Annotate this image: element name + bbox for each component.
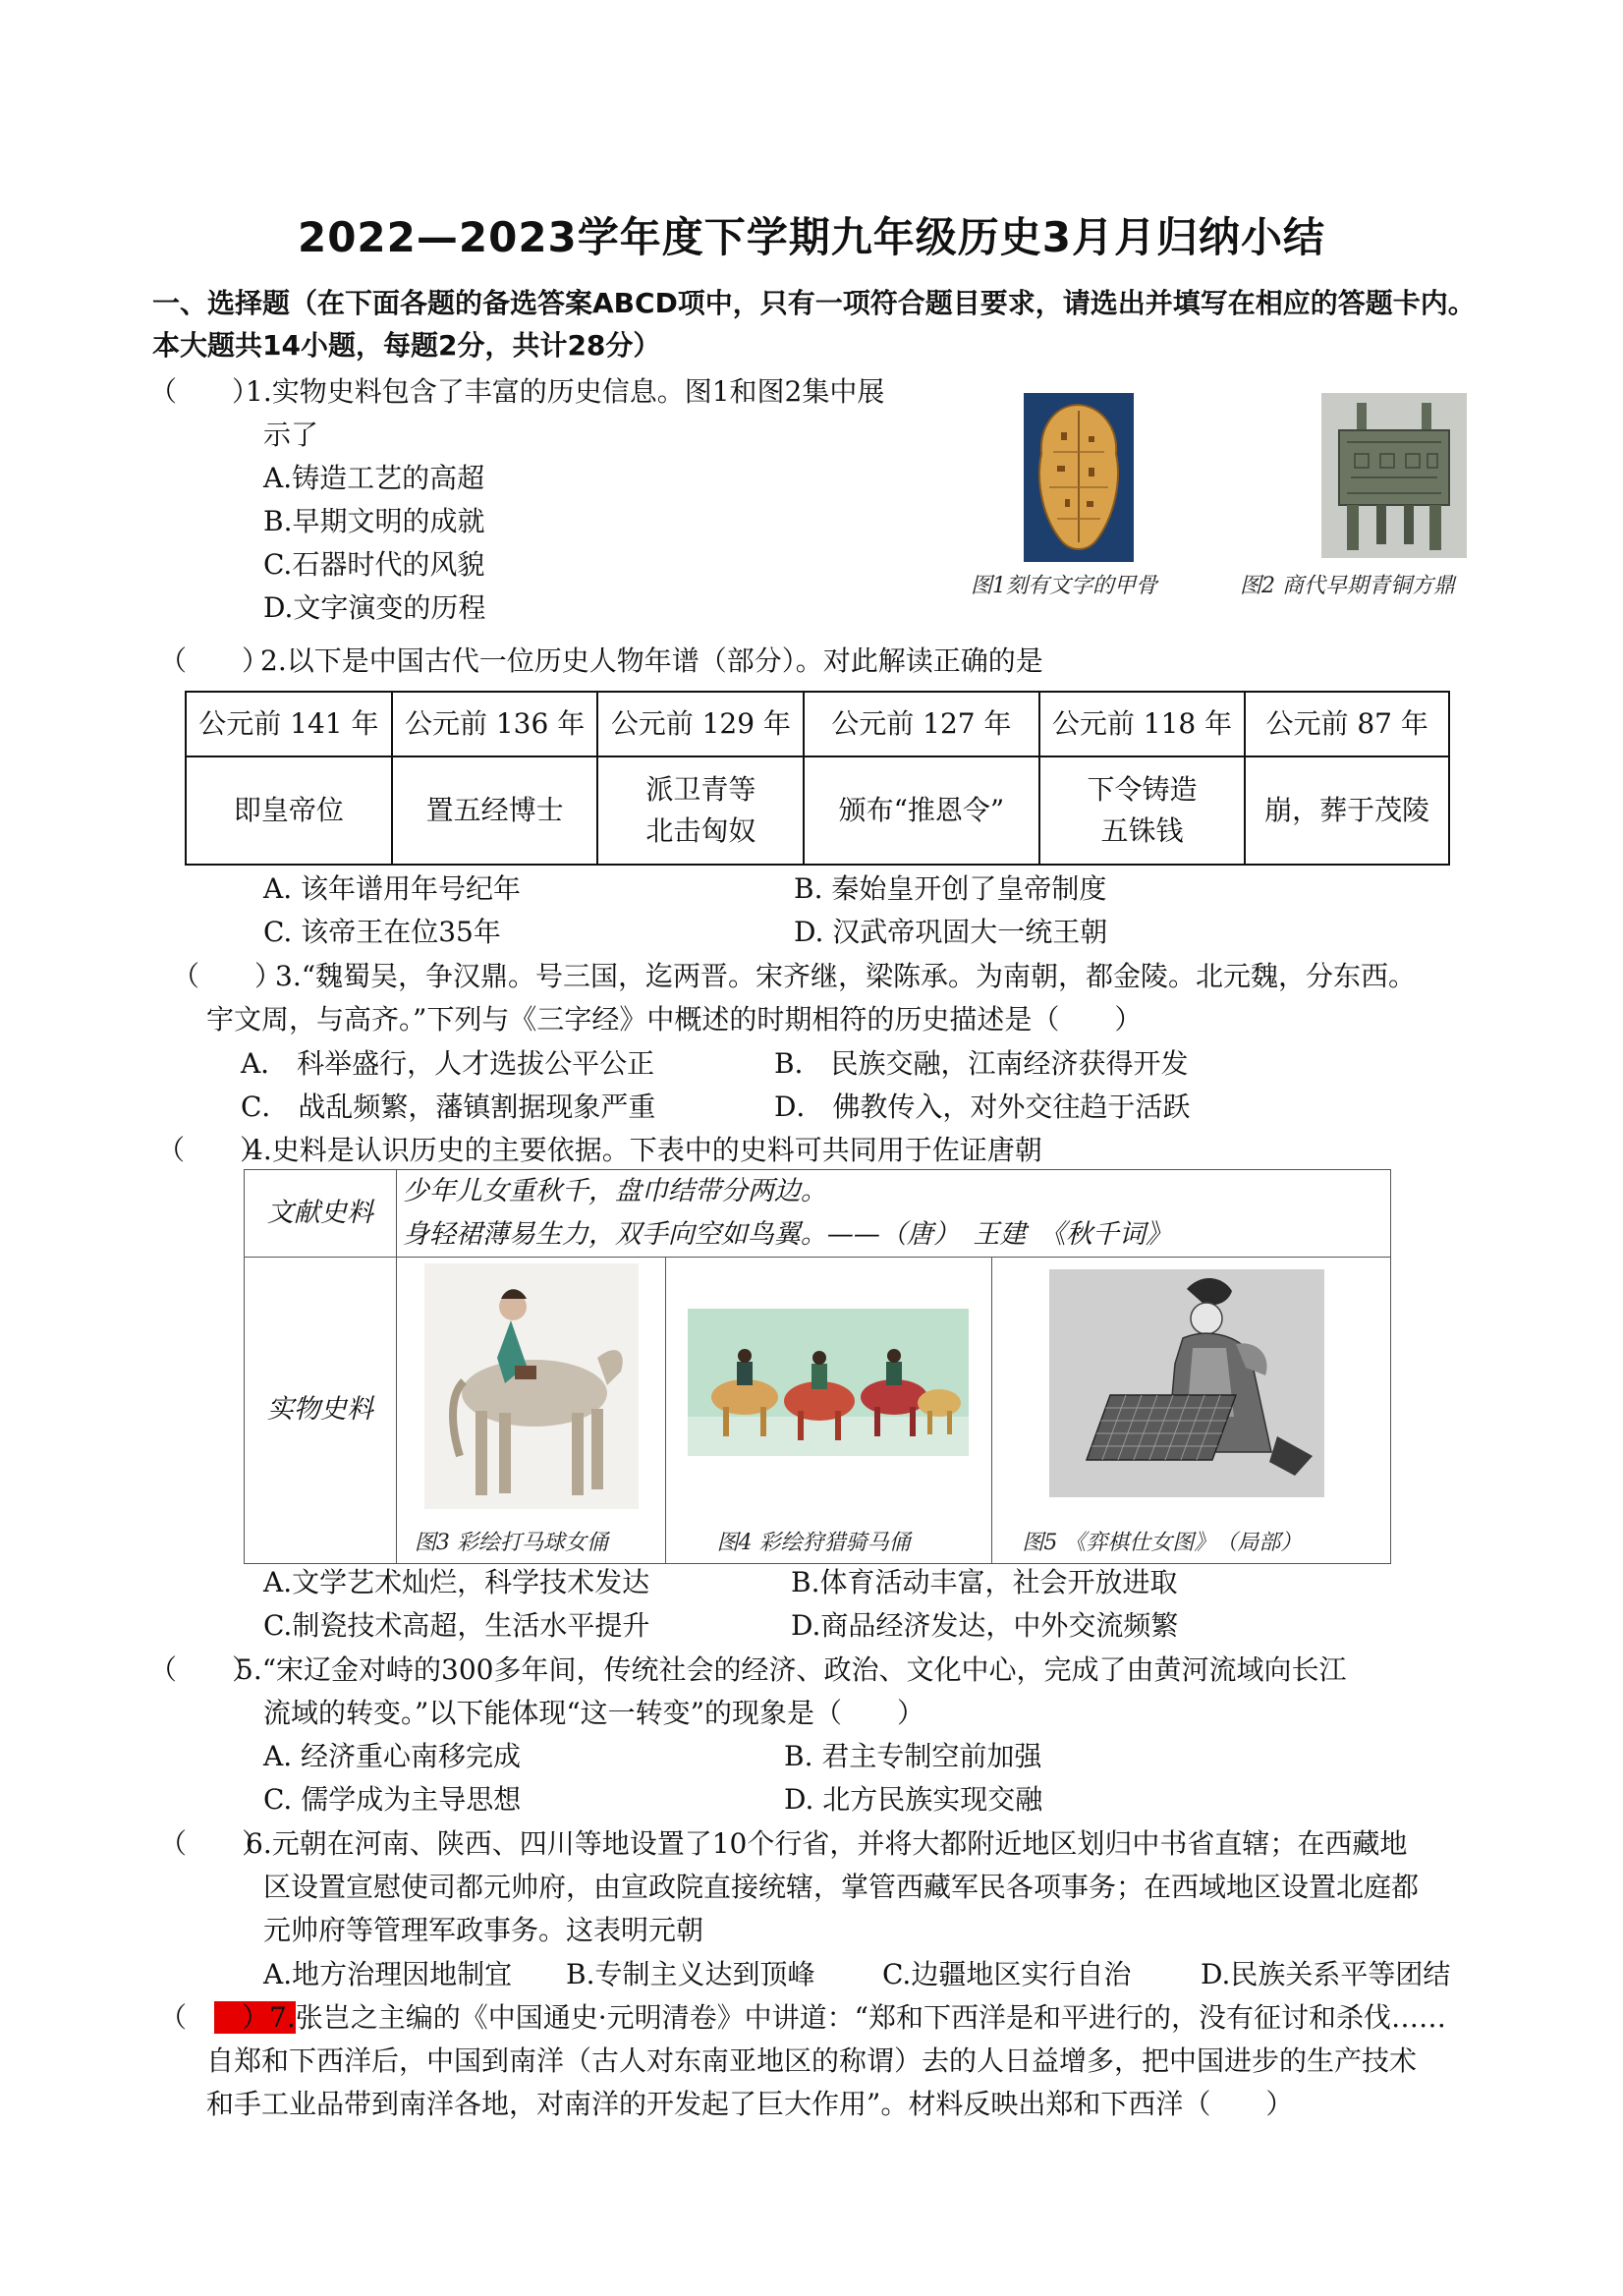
question-stem: 4.史料是认识历史的主要依据。下表中的史料可共同用于佐证唐朝 [246, 1134, 1042, 1166]
option-b: B.体育活动丰富，社会开放进取 [791, 1566, 1178, 1598]
doc-source-text [396, 1170, 1390, 1258]
source-table [244, 1169, 1391, 1564]
option-a: A.文学艺术灿烂，科学技术发达 [263, 1566, 650, 1598]
table-cell [804, 756, 1038, 865]
cell-text: 颁布“推恩令” [838, 794, 1005, 826]
option-c: C. 儒学成为主导思想 [263, 1783, 522, 1816]
option-a: A． 科举盛行，人才选拔公平公正 [241, 1047, 655, 1080]
option-b: B． 民族交融，江南经济获得开发 [774, 1047, 1189, 1080]
table-cell [597, 756, 804, 865]
figure-1-caption: 图1刻有文字的甲骨 [971, 574, 1157, 598]
question-stem: 张岂之主编的《中国通史·元明清卷》中讲道：“郑和下西洋是和平进行的，没有征讨和杀伐…… [295, 2001, 1446, 2034]
cell-text: 崩，葬于茂陵 [1264, 794, 1430, 826]
question-stem: 宇文周，与高齐。”下列与《三字经》中概述的时期相符的历史描述是（ ） [206, 1003, 1143, 1036]
table-cell [186, 756, 392, 865]
table-cell [1039, 756, 1246, 865]
option-d: D.商品经济发达，中外交流频繁 [791, 1609, 1179, 1642]
option-b: B.早期文明的成就 [263, 505, 485, 537]
answer-paren-open[interactable]: （ [159, 2001, 215, 2034]
answer-paren[interactable]: （ ） [172, 960, 283, 992]
poem-line: 少年儿女重秋千，盘巾结带分两边。 [402, 1176, 827, 1206]
question-stem: 流域的转变。”以下能体现“这一转变”的现象是（ ） [263, 1697, 924, 1729]
answer-paren[interactable]: （ ） [159, 1827, 270, 1860]
option-a: A. 该年谱用年号纪年 [263, 872, 522, 905]
table-row [245, 1170, 1391, 1258]
option-c: C． 战乱频繁，藩镇割据现象严重 [241, 1091, 656, 1123]
figure-4-caption: 图4 彩绘狩猎骑马俑 [716, 1531, 911, 1555]
figure-3-caption: 图3 彩绘打马球女俑 [414, 1531, 608, 1555]
question-stem: 6.元朝在河南、陕西、四川等地设置了10个行省，并将大都附近地区划归中书省直辖；在西藏地 [246, 1827, 1408, 1860]
option-d: D.民族关系平等团结 [1201, 1958, 1451, 1990]
cell-text: 置五经博士 [425, 794, 564, 826]
option-a: A.铸造工艺的高超 [263, 462, 485, 494]
oracle-bone-image [1024, 393, 1134, 562]
table-row [186, 756, 1449, 865]
hunting-figurines-image [688, 1309, 969, 1456]
option-b: B. 君主专制空前加强 [784, 1740, 1042, 1772]
table-header-cell: 公元前 118 年 [1039, 692, 1246, 756]
option-d: D.文字演变的历程 [263, 591, 486, 624]
question-stem: 5.“宋辽金对峙的300多年间，传统社会的经济、政治、文化中心，完成了由黄河流域向长江 [236, 1653, 1347, 1686]
page-title: 2022—2023学年度下学期九年级历史3月月归纳小结 [297, 213, 1325, 261]
option-b: B. 秦始皇开创了皇帝制度 [794, 872, 1107, 905]
answer-paren[interactable]: （ ） [149, 375, 260, 408]
answer-paren[interactable]: （ ） [157, 1134, 268, 1166]
question-stem: 自郑和下西洋后，中国到南洋（古人对东南亚地区的称谓）去的人日益增多，把中国进步的生产技术 [206, 2044, 1418, 2077]
option-c: C. 该帝王在位35年 [263, 916, 501, 948]
option-a: A.地方治理因地制宜 [263, 1958, 513, 1990]
cell-text: 下令铸造 [1087, 773, 1198, 806]
table-row [245, 1258, 1391, 1564]
section-heading-line1: 一、选择题（在下面各题的备选答案ABCD项中，只有一项符合题目要求，请选出并填写在相应的答题卡内。 [152, 287, 1476, 319]
table-header-cell: 公元前 141 年 [186, 692, 392, 756]
option-b: B.专制主义达到顶峰 [566, 1958, 815, 1990]
figure-3-cell [396, 1258, 665, 1564]
figure-2-caption: 图2 商代早期青铜方鼎 [1240, 574, 1455, 598]
cell-text: 派卫青等 [645, 773, 756, 806]
option-a: A. 经济重心南移完成 [263, 1740, 522, 1772]
answer-paren[interactable]: （ ） [159, 644, 270, 677]
option-d: D. 北方民族实现交融 [784, 1783, 1043, 1816]
question-stem: 1.实物史料包含了丰富的历史信息。图1和图2集中展 [246, 375, 885, 408]
answer-paren[interactable]: （ ） [149, 1653, 260, 1686]
option-c: C.制瓷技术高超，生活水平提升 [263, 1609, 650, 1642]
option-c: C.石器时代的风貌 [263, 548, 485, 581]
highlighted-question-number: ）7. [214, 2001, 296, 2034]
option-c: C.边疆地区实行自治 [882, 1958, 1132, 1990]
table-header-cell: 公元前 136 年 [392, 692, 598, 756]
section-heading-line2: 本大题共14小题，每题2分，共计28分） [152, 329, 661, 362]
answer-paren [159, 1997, 1446, 2039]
figure-5-cell [992, 1258, 1391, 1564]
bronze-ding-image [1321, 393, 1467, 558]
poem-line: 身轻裙薄易生力，双手向空如鸟翼。——（唐） 王建 《秋千词》 [402, 1219, 1172, 1250]
question-stem: 3.“魏蜀吴，争汉鼎。号三国，迄两晋。宋齐继，梁陈承。为南朝，都金陵。北元魏，分东西。 [275, 960, 1417, 992]
cell-text: 北击匈奴 [645, 814, 756, 847]
table-header-cell: 公元前 87 年 [1245, 692, 1449, 756]
question-stem: 元帅府等管理军政事务。这表明元朝 [263, 1914, 704, 1946]
question-stem: 示了 [263, 419, 319, 451]
polo-figurine-image [424, 1263, 639, 1509]
question-stem: 2.以下是中国古代一位历史人物年谱（部分）。对此解读正确的是 [260, 644, 1043, 677]
figure-5-caption: 图5 《弈棋仕女图》 （局部） [1022, 1531, 1303, 1555]
cell-text: 五铢钱 [1100, 814, 1184, 847]
question-stem: 区设置宣慰使司都元帅府，由宣政院直接统辖，掌管西藏军民各项事务；在西域地区设置北庭都 [263, 1871, 1420, 1903]
cell-text: 即皇帝位 [233, 794, 344, 826]
object-source-label: 实物史料 [245, 1258, 397, 1564]
table-header-row [186, 692, 1449, 756]
figure-4-cell [665, 1258, 992, 1564]
doc-source-label: 文献史料 [245, 1170, 397, 1258]
weiqi-lady-painting-image [1049, 1269, 1324, 1497]
table-header-cell: 公元前 129 年 [597, 692, 804, 756]
question-stem: 和手工业品带到南洋各地，对南洋的开发起了巨大作用”。材料反映出郑和下西洋（ ） [206, 2088, 1294, 2120]
chronology-table [185, 691, 1450, 866]
option-d: D. 汉武帝巩固大一统王朝 [794, 916, 1108, 948]
table-header-cell: 公元前 127 年 [804, 692, 1038, 756]
table-cell [392, 756, 598, 865]
table-cell [1245, 756, 1449, 865]
option-d: D． 佛教传入，对外交往趋于活跃 [774, 1091, 1191, 1123]
